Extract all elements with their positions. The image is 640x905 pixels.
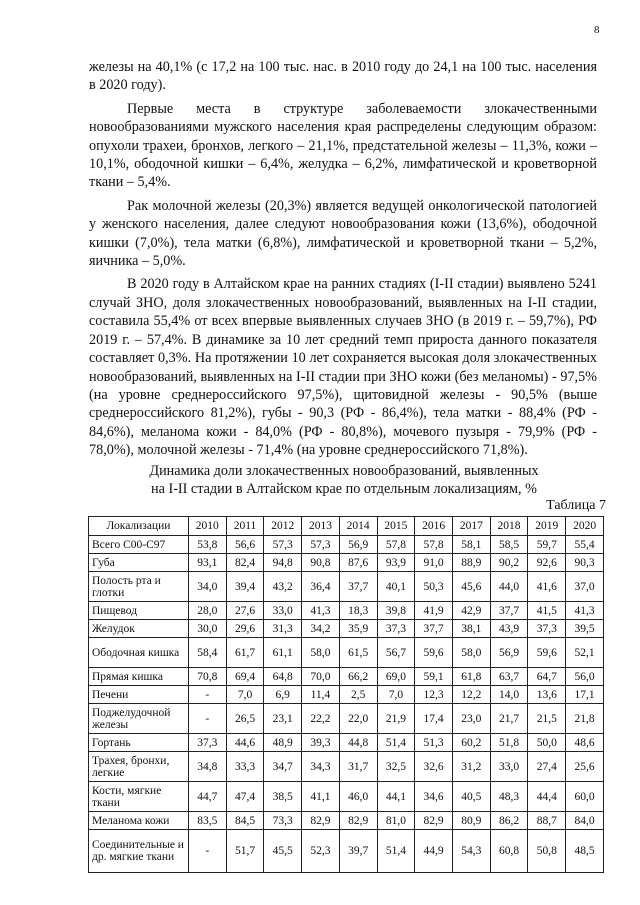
table-cell-value: 40,1 xyxy=(377,572,415,602)
table-cell-value: 82,9 xyxy=(339,812,377,830)
table-cell-value: 50,3 xyxy=(415,572,453,602)
table-cell-value: 48,5 xyxy=(566,830,604,873)
table-cell-localization: Желудок xyxy=(89,620,189,638)
table-cell-value: 7,0 xyxy=(226,686,264,704)
table-cell-value: 23,1 xyxy=(264,704,302,734)
table-cell-localization: Меланома кожи xyxy=(89,812,189,830)
column-header: 2011 xyxy=(226,517,264,536)
table-label: Таблица 7 xyxy=(546,498,606,513)
table-cell-value: 14,0 xyxy=(490,686,528,704)
table-cell-value: 41,1 xyxy=(302,782,340,812)
table-cell-value: 37,7 xyxy=(339,572,377,602)
table-cell-value: 34,7 xyxy=(264,752,302,782)
table-cell-localization: Кости, мягкие ткани xyxy=(89,782,189,812)
table-row xyxy=(89,830,604,873)
table-cell-value: 82,9 xyxy=(415,812,453,830)
table-cell-value: 90,3 xyxy=(566,554,604,572)
table-cell-value: 51,4 xyxy=(377,830,415,873)
paragraph: железы на 40,1% (с 17,2 на 100 тыс. нас. в 2010 году до 24,1 на 100 тыс. населения в 2020 году). xyxy=(89,59,597,94)
table-cell-value: 33,0 xyxy=(490,752,528,782)
table-cell-value: 86,2 xyxy=(490,812,528,830)
table-row xyxy=(89,536,604,554)
table-row xyxy=(89,620,604,638)
table-cell-value: 13,6 xyxy=(528,686,566,704)
body-text xyxy=(89,58,597,465)
table-cell-value: 30,0 xyxy=(188,620,226,638)
table-cell-value: 37,3 xyxy=(188,734,226,752)
table-cell-value: 90,8 xyxy=(302,554,340,572)
table-cell-localization: Соединительные и др. мягкие ткани xyxy=(89,830,189,873)
paragraph: Рак молочной железы (20,3%) является ведущей онкологической патологией у женского населения, далее следуют новообразования кожи (13,6%), ободочной кишки (7,0%), тела матки (6,8%), лимфатической и кроветворной ткани – 5,2%, яичника – 5,0%. xyxy=(89,197,597,270)
table-cell-value: 61,8 xyxy=(452,668,490,686)
table-cell-value: 61,1 xyxy=(264,638,302,668)
table-cell-value: 17,4 xyxy=(415,704,453,734)
table-cell-value: 32,5 xyxy=(377,752,415,782)
table-cell-value: 39,3 xyxy=(302,734,340,752)
table-cell-value: 87,6 xyxy=(339,554,377,572)
page-number: 8 xyxy=(594,24,600,36)
table-cell-value: 39,4 xyxy=(226,572,264,602)
table-cell-value: 82,9 xyxy=(302,812,340,830)
table-cell-value: 41,3 xyxy=(302,602,340,620)
table-cell-value: 56,0 xyxy=(566,668,604,686)
table-cell-value: 25,6 xyxy=(566,752,604,782)
table-cell-value: 27,4 xyxy=(528,752,566,782)
table-cell-value: 66,2 xyxy=(339,668,377,686)
table-cell-value: 31,3 xyxy=(264,620,302,638)
table-cell-value: 2,5 xyxy=(339,686,377,704)
table-row xyxy=(89,752,604,782)
table-cell-value: 36,4 xyxy=(302,572,340,602)
table-cell-value: 57,3 xyxy=(302,536,340,554)
table-cell-value: 37,0 xyxy=(566,572,604,602)
table-cell-value: 21,7 xyxy=(490,704,528,734)
table-cell-value: 21,9 xyxy=(377,704,415,734)
table-title xyxy=(90,462,598,498)
table-cell-value: 64,8 xyxy=(264,668,302,686)
table-row xyxy=(89,602,604,620)
table-cell-value: 52,1 xyxy=(566,638,604,668)
column-header: 2016 xyxy=(415,517,453,536)
table-cell-value: 88,9 xyxy=(452,554,490,572)
table-cell-value: 82,4 xyxy=(226,554,264,572)
table-cell-value: 51,4 xyxy=(377,734,415,752)
table-cell-value: 47,4 xyxy=(226,782,264,812)
table-row xyxy=(89,734,604,752)
table-cell-value: 44,6 xyxy=(226,734,264,752)
table-cell-value: 80,9 xyxy=(452,812,490,830)
table-cell-value: 57,3 xyxy=(264,536,302,554)
table-cell-value: 88,7 xyxy=(528,812,566,830)
table-cell-value: 37,3 xyxy=(377,620,415,638)
table-cell-value: 73,3 xyxy=(264,812,302,830)
column-header: 2019 xyxy=(528,517,566,536)
table-cell-value: 31,7 xyxy=(339,752,377,782)
table-cell-value: 34,3 xyxy=(302,752,340,782)
column-header: 2015 xyxy=(377,517,415,536)
table-cell-value: 7,0 xyxy=(377,686,415,704)
table-cell-value: 57,8 xyxy=(377,536,415,554)
table-row xyxy=(89,704,604,734)
column-header: 2020 xyxy=(566,517,604,536)
table-cell-value: 60,8 xyxy=(490,830,528,873)
table-cell-localization: Гортань xyxy=(89,734,189,752)
table-cell-value: 92,6 xyxy=(528,554,566,572)
table-cell-value: 61,5 xyxy=(339,638,377,668)
table-row xyxy=(89,686,604,704)
table-cell-localization: Всего С00-С97 xyxy=(89,536,189,554)
table-cell-value: 44,0 xyxy=(490,572,528,602)
column-header: Локализации xyxy=(89,517,189,536)
table-cell-value: 93,9 xyxy=(377,554,415,572)
table-cell-value: 12,3 xyxy=(415,686,453,704)
table-cell-value: 59,1 xyxy=(415,668,453,686)
table-cell-value: 58,0 xyxy=(452,638,490,668)
table-cell-localization: Полость рта и глотки xyxy=(89,572,189,602)
table-cell-value: 33,3 xyxy=(226,752,264,782)
table-cell-value: 42,9 xyxy=(452,602,490,620)
table-cell-value: 56,7 xyxy=(377,638,415,668)
table-cell-value: 44,9 xyxy=(415,830,453,873)
table-cell-value: 63,7 xyxy=(490,668,528,686)
table-cell-value: 40,5 xyxy=(452,782,490,812)
table-cell-value: 45,5 xyxy=(264,830,302,873)
table-cell-value: 18,3 xyxy=(339,602,377,620)
table-cell-value: 51,8 xyxy=(490,734,528,752)
table-cell-value: 33,0 xyxy=(264,602,302,620)
table-row xyxy=(89,554,604,572)
table-cell-value: 64,7 xyxy=(528,668,566,686)
table-cell-value: 43,2 xyxy=(264,572,302,602)
column-header: 2014 xyxy=(339,517,377,536)
table-cell-value: 12,2 xyxy=(452,686,490,704)
table-row xyxy=(89,782,604,812)
column-header: 2012 xyxy=(264,517,302,536)
table-cell-value: - xyxy=(188,830,226,873)
table-cell-value: 59,6 xyxy=(528,638,566,668)
table-cell-value: 45,6 xyxy=(452,572,490,602)
table-cell-value: 38,1 xyxy=(452,620,490,638)
table-cell-value: 44,1 xyxy=(377,782,415,812)
table-cell-localization: Печени xyxy=(89,686,189,704)
table-cell-value: 56,9 xyxy=(490,638,528,668)
table-cell-value: 38,5 xyxy=(264,782,302,812)
table-cell-value: 93,1 xyxy=(188,554,226,572)
table-cell-value: 32,6 xyxy=(415,752,453,782)
table-cell-value: 34,8 xyxy=(188,752,226,782)
table-row xyxy=(89,572,604,602)
table-cell-value: 31,2 xyxy=(452,752,490,782)
table-cell-value: 17,1 xyxy=(566,686,604,704)
table-cell-value: 41,5 xyxy=(528,602,566,620)
table-cell-value: 35,9 xyxy=(339,620,377,638)
table-cell-value: 61,7 xyxy=(226,638,264,668)
table-title-line: на I-II стадии в Алтайском крае по отдельным локализациям, % xyxy=(151,481,537,497)
table-cell-value: 83,5 xyxy=(188,812,226,830)
table-cell-value: 23,0 xyxy=(452,704,490,734)
table-cell-value: 58,0 xyxy=(302,638,340,668)
table-cell-value: 26,5 xyxy=(226,704,264,734)
table-cell-value: 84,5 xyxy=(226,812,264,830)
table-cell-localization: Прямая кишка xyxy=(89,668,189,686)
table-cell-value: 50,0 xyxy=(528,734,566,752)
table-cell-value: 59,7 xyxy=(528,536,566,554)
table-cell-value: 81,0 xyxy=(377,812,415,830)
table-cell-value: 59,6 xyxy=(415,638,453,668)
table-cell-localization: Ободочная кишка xyxy=(89,638,189,668)
table-cell-value: 60,0 xyxy=(566,782,604,812)
table-cell-value: 41,3 xyxy=(566,602,604,620)
table-cell-value: 27,6 xyxy=(226,602,264,620)
table-row xyxy=(89,668,604,686)
table-title-line: Динамика доли злокачественных новообразований, выявленных xyxy=(149,463,539,479)
table-cell-value: 48,3 xyxy=(490,782,528,812)
table-cell-value: 51,3 xyxy=(415,734,453,752)
table-cell-value: 50,8 xyxy=(528,830,566,873)
table-cell-value: 52,3 xyxy=(302,830,340,873)
table-cell-value: 22,2 xyxy=(302,704,340,734)
table-cell-value: 37,7 xyxy=(415,620,453,638)
table-cell-value: 54,3 xyxy=(452,830,490,873)
table-cell-value: 69,0 xyxy=(377,668,415,686)
table-cell-value: 55,4 xyxy=(566,536,604,554)
column-header: 2010 xyxy=(188,517,226,536)
table-cell-value: 39,7 xyxy=(339,830,377,873)
table-cell-value: 90,2 xyxy=(490,554,528,572)
table-header-row xyxy=(89,517,604,536)
table-cell-value: - xyxy=(188,686,226,704)
table-cell-value: 34,2 xyxy=(302,620,340,638)
table-cell-value: 44,8 xyxy=(339,734,377,752)
table-cell-value: 57,8 xyxy=(415,536,453,554)
table-cell-value: 21,5 xyxy=(528,704,566,734)
table-cell-value: 84,0 xyxy=(566,812,604,830)
table-cell-value: 41,9 xyxy=(415,602,453,620)
paragraph: В 2020 году в Алтайском крае на ранних стадиях (I-II стадии) выявлено 5241 случай ЗНО, доля злокачественных новообразований, выявленных на I-II стадии, составила 55,4% от всех впервые выявленных случаев ЗНО (в 2019 г. – 59,7%), РФ 2019 г. – 57,4%. В динамике за 10 лет средний темп прироста данного показателя составляет 0,3%. На протяжении 10 лет сохраняется высокая доля злокачественных новообразований, выявленных на I-II стадии при ЗНО кожи (без меланомы) - 97,5% (на уровне среднероссийского 97,5%), щитовидной железы - 90,5% (выше среднероссийского 81,2%), губы - 90,3 (РФ - 86,4%), тела матки - 88,4% (РФ - 84,6%), меланома кожи - 84,0% (РФ - 80,8%), мочевого пузыря - 79,9% (РФ - 78,0%), молочной железы - 71,4% (на уровне среднероссийского 71,8%). xyxy=(89,276,597,459)
table-cell-localization: Поджелудочной железы xyxy=(89,704,189,734)
table-cell-localization: Пищевод xyxy=(89,602,189,620)
table-cell-value: 58,1 xyxy=(452,536,490,554)
table-cell-value: 39,5 xyxy=(566,620,604,638)
table-cell-value: 46,0 xyxy=(339,782,377,812)
table-cell-value: 69,4 xyxy=(226,668,264,686)
table-cell-value: 48,9 xyxy=(264,734,302,752)
table-cell-value: 53,8 xyxy=(188,536,226,554)
table-cell-value: 44,7 xyxy=(188,782,226,812)
table-cell-value: 70,0 xyxy=(302,668,340,686)
table-cell-value: 56,6 xyxy=(226,536,264,554)
table-cell-value: 34,0 xyxy=(188,572,226,602)
table-cell-value: 29,6 xyxy=(226,620,264,638)
table-cell-value: 94,8 xyxy=(264,554,302,572)
table-row xyxy=(89,638,604,668)
table-cell-value: 28,0 xyxy=(188,602,226,620)
table-cell-value: 22,0 xyxy=(339,704,377,734)
column-header: 2017 xyxy=(452,517,490,536)
paragraph: Первые места в структуре заболеваемости злокачественными новообразованиями мужского населения края распределены следующим образом: опухоли трахеи, бронхов, легкого – 21,1%, предстательной железы – 11,3%, кожи – 10,1%, ободочной кишки – 6,4%, желудка – 6,2%, лимфатической и кроветворной ткани – 5,4%. xyxy=(89,100,597,191)
table-cell-value: 58,4 xyxy=(188,638,226,668)
table-cell-value: - xyxy=(188,704,226,734)
table-cell-value: 21,8 xyxy=(566,704,604,734)
table-cell-value: 51,7 xyxy=(226,830,264,873)
table-row xyxy=(89,812,604,830)
table-cell-value: 34,6 xyxy=(415,782,453,812)
column-header: 2018 xyxy=(490,517,528,536)
table-cell-value: 91,0 xyxy=(415,554,453,572)
table-cell-value: 56,9 xyxy=(339,536,377,554)
table-cell-value: 60,2 xyxy=(452,734,490,752)
table-cell-value: 58,5 xyxy=(490,536,528,554)
table-cell-value: 43,9 xyxy=(490,620,528,638)
column-header: 2013 xyxy=(302,517,340,536)
table-cell-value: 70,8 xyxy=(188,668,226,686)
table-cell-value: 48,6 xyxy=(566,734,604,752)
table-cell-localization: Трахея, бронхи, легкие xyxy=(89,752,189,782)
table-cell-value: 44,4 xyxy=(528,782,566,812)
table-cell-localization: Губа xyxy=(89,554,189,572)
table-cell-value: 37,7 xyxy=(490,602,528,620)
data-table xyxy=(88,516,604,873)
table-cell-value: 39,8 xyxy=(377,602,415,620)
table-cell-value: 6,9 xyxy=(264,686,302,704)
table-cell-value: 11,4 xyxy=(302,686,340,704)
table-cell-value: 41,6 xyxy=(528,572,566,602)
table-cell-value: 37,3 xyxy=(528,620,566,638)
